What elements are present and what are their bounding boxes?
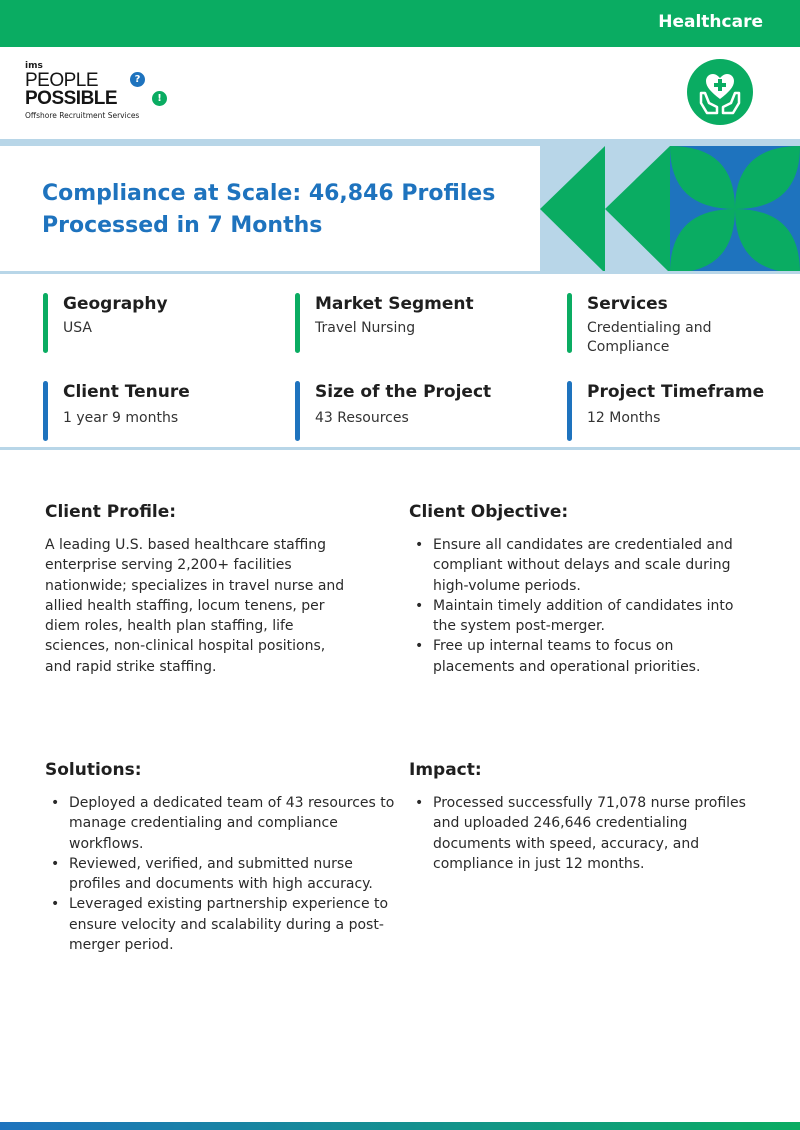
project-facts [0, 274, 800, 447]
page-title: Compliance at Scale: 46,846 Profiles Processed in 7 Months [42, 181, 496, 238]
accent-bar [295, 293, 300, 353]
fact-market-segment [295, 293, 545, 338]
fact-value: 1 year 9 months [63, 410, 179, 426]
list-item: • Processed successfully 71,078 nurse profiles and uploaded 246,646 credentialing documents with speed, accuracy, and compliance in just 12 months. [409, 793, 759, 874]
company-logo [25, 61, 162, 123]
accent-bar [567, 381, 572, 441]
accent-bar [43, 381, 48, 441]
fact-project-size [295, 381, 545, 428]
decorative-pattern [540, 146, 800, 273]
accent-bar [567, 293, 572, 353]
list-item: • Free up internal teams to focus on placements and operational priorities. [409, 636, 759, 677]
exclamation-mark-icon: ! [152, 91, 167, 106]
client-profile-text: A leading U.S. based healthcare staffing enterprise serving 2,200+ facilities nationwide; specializes in travel nurse and allied health staffing, locum tenens, per diem roles, health plan staffing, life sciences, non-clinical hospital positions, and rapid strike staffing. [45, 537, 345, 675]
list-item: • Ensure all candidates are credentialed and compliant without delays and scale during high-volume periods. [409, 535, 759, 596]
fact-title: Project Timeframe [587, 382, 765, 402]
logo-ims: ims [25, 61, 43, 71]
heart-cross-hands-icon [687, 59, 753, 125]
fact-title: Geography [63, 294, 168, 314]
section-heading: Solutions: [45, 760, 142, 780]
fact-title: Size of the Project [315, 382, 492, 402]
footer-bar [0, 1122, 800, 1130]
fact-title: Client Tenure [63, 382, 190, 402]
fact-value: Credentialing and Compliance [587, 320, 712, 355]
fact-client-tenure [43, 381, 273, 428]
fact-value: Travel Nursing [315, 320, 416, 336]
fact-value: USA [63, 320, 92, 336]
section-heading: Client Objective: [409, 502, 569, 522]
list-item: • Maintain timely addition of candidates into the system post-merger. [409, 596, 759, 637]
fact-services [567, 293, 757, 357]
top-banner [0, 0, 800, 47]
logo-word-people: PEOPLE [25, 70, 99, 91]
fact-value: 12 Months [587, 410, 661, 426]
hero-section [0, 146, 540, 271]
solutions-section [45, 760, 395, 955]
section-heading: Client Profile: [45, 502, 177, 522]
industry-tag: Healthcare [658, 12, 763, 32]
list-item: • Deployed a dedicated team of 43 resources to manage credentialing and compliance workflows. [45, 793, 395, 854]
accent-bar [295, 381, 300, 441]
client-profile-section [45, 502, 345, 677]
fact-title: Services [587, 294, 668, 314]
section-heading: Impact: [409, 760, 482, 780]
fact-project-timeframe [567, 381, 787, 428]
list-item: • Reviewed, verified, and submitted nurse profiles and documents with high accuracy. [45, 854, 395, 895]
fact-title: Market Segment [315, 294, 474, 314]
divider [0, 447, 800, 450]
accent-bar [43, 293, 48, 353]
fact-value: 43 Resources [315, 410, 409, 426]
logo-subtitle: Offshore Recruitment Services [25, 111, 140, 120]
fact-geography [43, 293, 273, 338]
list-item: • Leveraged existing partnership experience to ensure velocity and scalability during a post-merger period. [45, 894, 395, 955]
impact-section [409, 760, 759, 874]
question-mark-icon: ? [130, 72, 145, 87]
divider [0, 139, 800, 146]
logo-word-possible: POSSIBLE [25, 88, 118, 109]
client-objective-section [409, 502, 759, 677]
